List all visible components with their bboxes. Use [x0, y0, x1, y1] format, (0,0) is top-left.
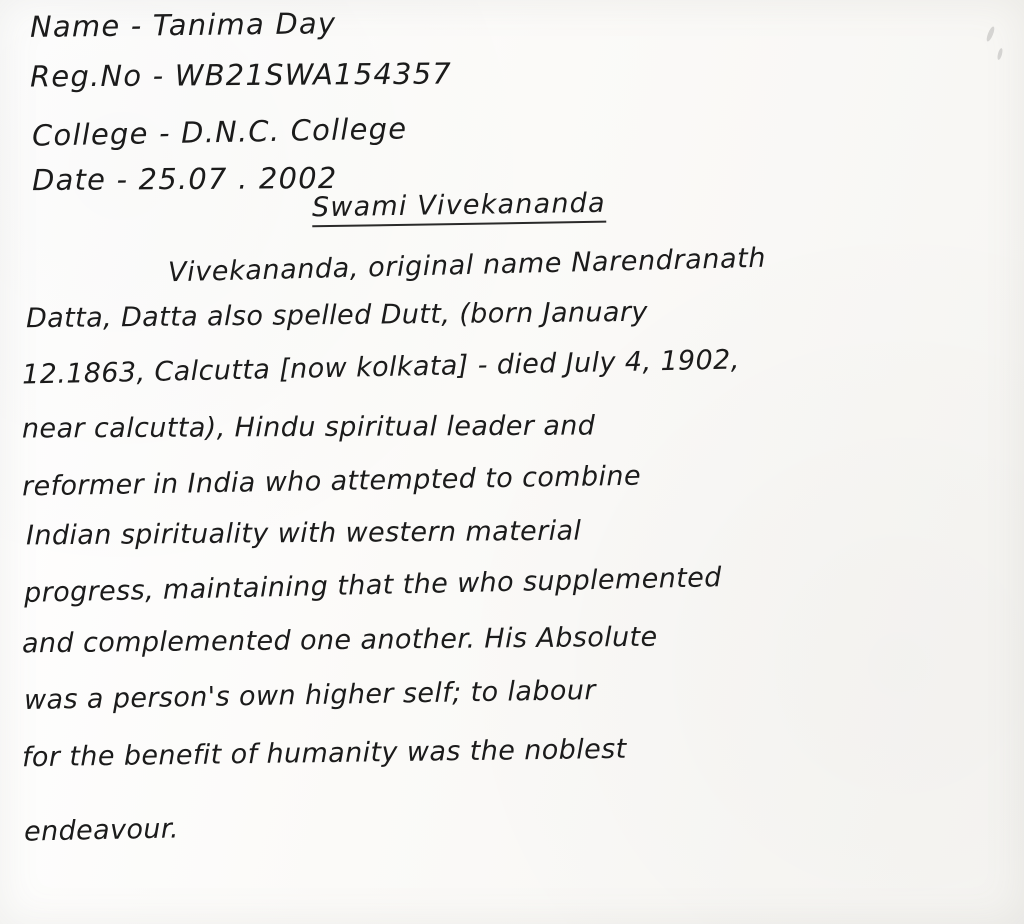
- body-line: and complemented one another. His Absolute: [21, 621, 658, 660]
- body-line: Indian spirituality with western material: [25, 515, 582, 552]
- college-line: College - D.N.C. College: [31, 111, 408, 153]
- date-line: Date - 25.07 . 2002: [31, 160, 338, 198]
- body-line: for the benefit of humanity was the noblest: [21, 733, 627, 774]
- body-line: near calcutta), Hindu spiritual leader and: [21, 410, 596, 445]
- ink-smudge: [997, 48, 1004, 61]
- body-line: reformer in India who attempted to combine: [21, 460, 642, 503]
- body-line: was a person's own higher self; to labour: [23, 675, 597, 716]
- body-line: Vivekananda, original name Narendranath: [167, 242, 767, 289]
- page-title: Swami Vivekananda: [312, 188, 606, 228]
- body-line: progress, maintaining that the who supplemented: [23, 562, 723, 609]
- body-line: 12.1863, Calcutta [now kolkata] - died July 4, 1902,: [21, 344, 741, 391]
- student-name-line: Name - Tanima Day: [29, 6, 337, 44]
- ink-smudge: [985, 26, 996, 43]
- body-line: Datta, Datta also spelled Dutt, (born January: [25, 296, 648, 335]
- registration-number-line: Reg.No - WB21SWA154357: [29, 56, 453, 94]
- body-line: endeavour.: [23, 813, 180, 848]
